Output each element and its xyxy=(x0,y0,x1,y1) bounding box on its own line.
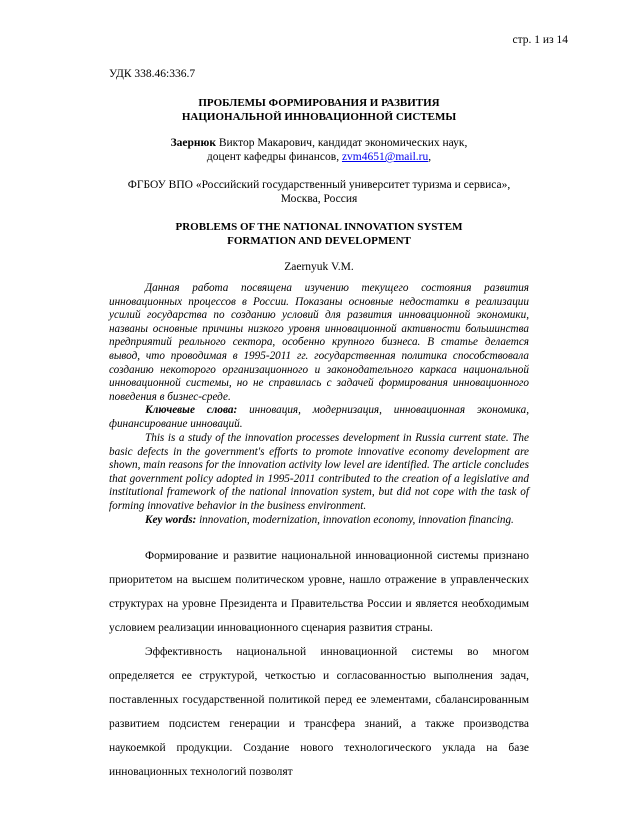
author-russian xyxy=(109,136,529,164)
keywords-russian xyxy=(109,404,529,431)
organization-line-1: ФГБОУ ВПО «Российский государственный университет туризма и сервиса», xyxy=(127,179,511,191)
author-surname: Заернюк xyxy=(170,137,216,149)
keywords-english-text: innovation, modernization, innovation economy, innovation financing. xyxy=(196,513,514,526)
abstract-russian xyxy=(109,282,529,432)
organization-line-2: Москва, Россия xyxy=(280,193,358,205)
body-paragraph-1: Формирование и развитие национальной инновационной системы признано приоритетом на высшем политическом уровне, нашло отражение в управленческих структурах на уровне Президента и Правительства России и является необходимым условием реализации инновационного сценария развития страны. xyxy=(109,550,529,634)
body-text xyxy=(109,544,529,784)
title-russian-line-1: ПРОБЛЕМЫ ФОРМИРОВАНИЯ И РАЗВИТИЯ xyxy=(198,97,440,109)
organization xyxy=(109,178,529,206)
keywords-english xyxy=(109,514,529,528)
title-english-line-1: PROBLEMS OF THE NATIONAL INNOVATION SYSTEM xyxy=(175,221,463,233)
author-email-link[interactable]: zvm4651@mail.ru xyxy=(341,151,429,163)
author-russian-line-2 xyxy=(109,150,529,164)
abstract-english xyxy=(109,432,529,527)
keywords-russian-text: инновация, модернизация, инновационная экономика, финансирование инноваций. xyxy=(109,404,529,430)
author-details: Виктор Макарович, кандидат экономических наук, xyxy=(215,137,468,149)
body-paragraph-2: Эффективность национальной инновационной системы во многом определяется ее структурой, четкостью и согласованностью выполнения задач, поставленных государственной политикой перед ее элементами, сбалансированным развитием подсистем генерации и трансфера знаний, а также производства наукоемкой продукции. Создание нового технологического уклада на базе инновационных технологий позволят xyxy=(109,646,529,778)
abstract-russian-text: Данная работа посвящена изучению текущего состояния развития инновационных процессов в России. Показаны основные недостатки в реализации усилий государства по созданию условий для развития инновационной экономики, названы основные причины низкого уровня инновационной активности большинства предприятий реального сектора, особенно крупного бизнеса. В статье делается вывод, что проводимая в 1995-2011 гг. государственная политика способствовала созданию некоторого организационного и законодательного каркаса национальной инновационной системы, но не справилась с задачей формирования инновационного поведения в бизнес-среде. xyxy=(109,282,529,403)
keywords-russian-label: Ключевые слова: xyxy=(145,404,238,417)
author-position: доцент кафедры финансов, xyxy=(206,151,342,163)
title-english-line-2: FORMATION AND DEVELOPMENT xyxy=(227,235,411,247)
title-russian xyxy=(109,96,529,124)
author-line-end: , xyxy=(428,151,432,163)
abstract-english-text: This is a study of the innovation processes development in Russia current state. The basic defects in the government's efforts to promote innovative economy development are shown, main reasons for the innovation activity low level are identified. The article concludes that government policy adopted in 1995-2011 contributed to the creation of a legislative and institutional framework of the national innovation system, but did not cope with the task of forming innovative behavior in the business environment. xyxy=(109,432,529,512)
title-english xyxy=(109,220,529,248)
udk-code: УДК 338.46:336.7 xyxy=(109,68,196,80)
title-russian-line-2: НАЦИОНАЛЬНОЙ ИННОВАЦИОННОЙ СИСТЕМЫ xyxy=(181,111,457,123)
page-number: стр. 1 из 14 xyxy=(512,34,568,46)
author-russian-line-1 xyxy=(109,136,529,150)
author-english: Zaernyuk V.M. xyxy=(284,261,354,273)
keywords-english-label: Key words: xyxy=(145,513,197,526)
